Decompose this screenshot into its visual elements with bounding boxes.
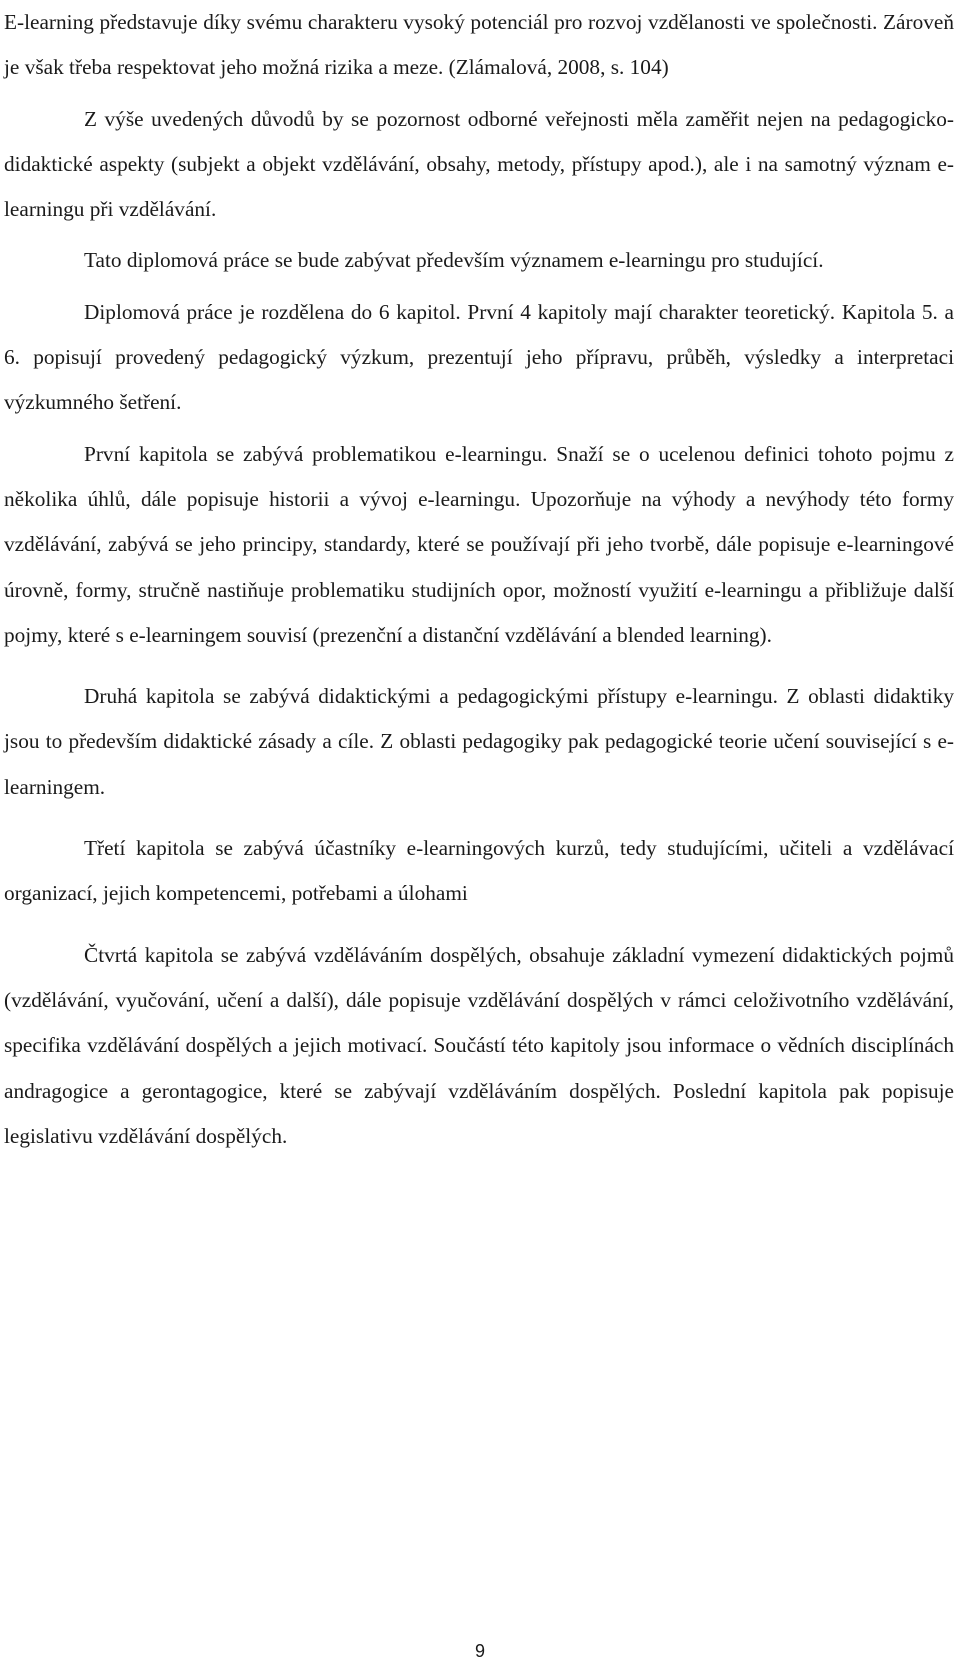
paragraph-thesis-aim: Tato diplomová práce se bude zabývat především významem e-learningu pro studující. [84,248,824,273]
paragraph-chapter-4: Čtvrtá kapitola se zabývá vzděláváním dospělých, obsahuje základní vymezení didaktických pojmů (vzdělávání, vyučování, učení a další), dále popisuje vzdělávání dospělých v rámci celoživotního vzdělávání, specifika vzdělávání dospělých a jejich motivací. Součástí této kapitoly jsou informace o vědních disciplínách andragogice a gerontagogice, které se zabývají vzděláváním dospělých. Poslední kapitola pak popisuje legislativu vzdělávání dospělých. [4,942,954,1148]
paragraph-thesis-structure: Diplomová práce je rozdělena do 6 kapitol. První 4 kapitoly mají charakter teoretický. Kapitola 5. a 6. popisují provedený pedagogický výzkum, prezentují jeho přípravu, průběh, výsledky a interpretaci výzkumného šetření. [4,299,954,415]
paragraph-chapter-1: První kapitola se zabývá problematikou e-learningu. Snaží se o ucelenou definici tohoto pojmu z několika úhlů, dále popisuje historii a vývoj e-learningu. Upozorňuje na výhody a nevýhody této formy vzdělávání, zabývá se jeho principy, standardy, které se používají při jeho tvorbě, dále popisuje e-learningové úrovně, formy, stručně nastiňuje problematiku studijních opor, možností využití e-learningu a přibližuje další pojmy, které s e-learningem souvisí (prezenční a distanční vzdělávání a blended learning). [4,441,954,647]
paragraph-chapter-2: Druhá kapitola se zabývá didaktickými a pedagogickými přístupy e-learningu. Z oblasti didaktiky jsou to především didaktické zásady a cíle. Z oblasti pedagogiky pak pedagogické teorie učení související s e-learningem. [4,684,954,799]
paragraph-professional-focus: Z výše uvedených důvodů by se pozornost odborné veřejnosti měla zaměřit nejen na pedagogicko-didaktické aspekty (subjekt a objekt vzdělávání, obsahy, metody, přístupy apod.), ale i na samotný význam e-learningu při vzdělávání. [4,106,954,222]
paragraph-chapter-3: Třetí kapitola se zabývá účastníky e-learningových kurzů, tedy studujícími, učiteli a vzdělávací organizací, jejich kompetencemi, potřebami a úlohami [4,836,954,906]
page-number: 9 [474,1641,485,1661]
paragraph-elearning-potential: E-learning představuje díky svému charakteru vysoký potenciál pro rozvoj vzdělanosti ve společnosti. Zároveň je však třeba respektovat jeho možná rizika a meze. (Zlámalová, 2008, s. 104) [4,10,954,80]
